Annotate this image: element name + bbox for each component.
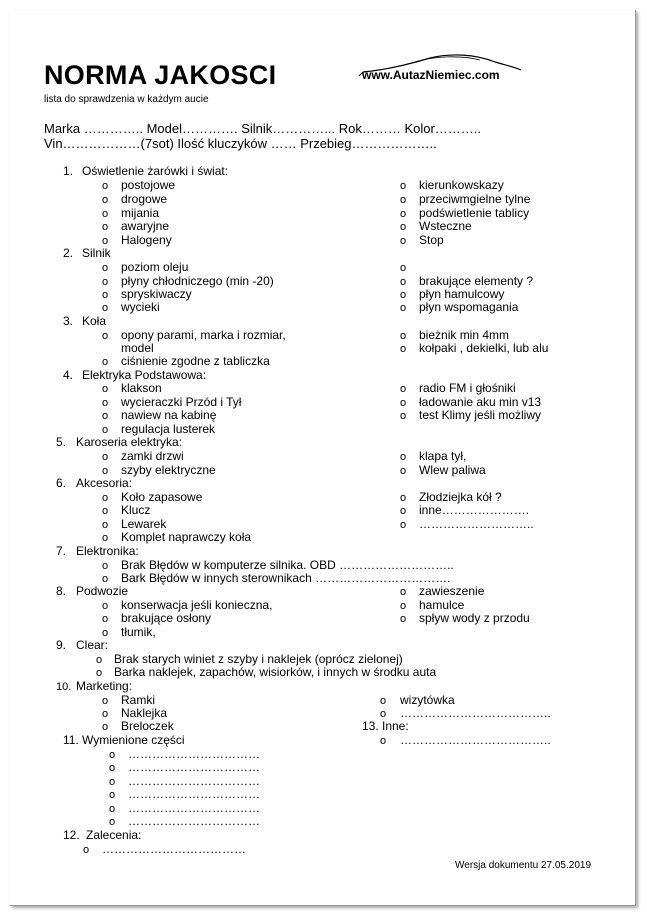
bullet: o xyxy=(102,235,109,247)
bullet: o xyxy=(102,424,109,436)
list-item: Ramki xyxy=(121,693,156,707)
list-item: Bark Błędów w innych sterownikach ……………………………. xyxy=(121,571,451,585)
list-item: płyn hamulcowy xyxy=(419,287,505,301)
bullet: o xyxy=(102,613,109,625)
bullet: o xyxy=(400,302,407,314)
list-item: Komplet naprawczy koła xyxy=(121,530,252,544)
bullet: o xyxy=(102,695,109,707)
bullet: o xyxy=(102,289,109,301)
section-7-number: 7. xyxy=(56,544,67,558)
bullet: o xyxy=(400,262,407,274)
list-item: płyny chłodniczego (min -20) xyxy=(121,274,274,288)
list-item: zawieszenie xyxy=(419,584,485,598)
list-item: tłumik, xyxy=(121,625,156,639)
section-8-number: 8. xyxy=(56,584,67,598)
list-item: …………………………… xyxy=(128,774,260,788)
list-item: awaryjne xyxy=(121,219,170,233)
list-item: kołpaki , dekielki, lub alu xyxy=(419,341,549,355)
bullet: o xyxy=(102,532,109,544)
bullet: o xyxy=(400,276,407,288)
list-item: podświetlenie tablicy xyxy=(419,206,530,220)
list-item: ……………………………… xyxy=(102,842,246,856)
section-9-title: Clear: xyxy=(76,638,109,652)
bullet: o xyxy=(102,397,109,409)
bullet: o xyxy=(83,844,90,856)
section-12-number: 12. xyxy=(63,828,80,842)
bullet: o xyxy=(400,289,407,301)
section-7-title: Elektronika: xyxy=(76,544,139,558)
bullet: o xyxy=(109,762,116,774)
list-item: Halogeny xyxy=(121,233,172,247)
bullet: o xyxy=(102,330,109,342)
list-item-continuation: model xyxy=(121,341,154,355)
bullet: o xyxy=(102,383,109,395)
list-item: Złodziejka kół ? xyxy=(419,490,502,504)
bullet: o xyxy=(102,573,109,585)
list-item: inne…………………. xyxy=(419,503,530,517)
section-3-title: Koła xyxy=(82,314,107,328)
list-item: …………………………… xyxy=(128,814,260,828)
vehicle-fields-line-1: Marka ………….. Model…………. Silnik…………... Rok……… Kolor……….. xyxy=(44,121,482,136)
bullet: o xyxy=(102,505,109,517)
list-item: przeciwmgielne tylne xyxy=(419,192,531,206)
list-item: ciśnienie zgodne z tabliczka xyxy=(121,354,270,368)
bullet: o xyxy=(380,708,387,720)
bullet: o xyxy=(109,816,116,828)
list-item: ……………………….. xyxy=(419,517,534,531)
bullet: o xyxy=(400,613,407,625)
section-10-number: 10. xyxy=(56,681,72,693)
list-item: klakson xyxy=(121,381,162,395)
bullet: o xyxy=(102,451,109,463)
list-item: Stop xyxy=(419,233,444,247)
list-item: zamki drzwi xyxy=(121,449,184,463)
bullet: o xyxy=(102,221,109,233)
list-item: mijania xyxy=(121,206,160,220)
section-1-title: Oświetlenie żarówki i świat: xyxy=(82,164,229,178)
list-item: Koło zapasowe xyxy=(121,490,203,504)
bullet: o xyxy=(400,180,407,192)
list-item: kierunkowskazy xyxy=(419,178,504,192)
bullet: o xyxy=(102,519,109,531)
bullet: o xyxy=(102,356,109,368)
section-1-number: 1. xyxy=(63,164,74,178)
bullet: o xyxy=(109,749,116,761)
list-item: Brak Błędów w komputerze silnika. OBD ……………………….. xyxy=(121,558,454,572)
section-2-number: 2. xyxy=(63,246,74,260)
list-item: bieżnik min 4mm xyxy=(419,328,510,342)
list-item: …………………………… xyxy=(128,801,260,815)
bullet: o xyxy=(380,695,387,707)
bullet: o xyxy=(96,667,103,679)
document-title: NORMA JAKOSCI xyxy=(44,60,277,90)
list-item: klapa tył, xyxy=(419,449,467,463)
document-version: Wersja dokumentu 27.05.2019 xyxy=(455,860,592,871)
section-5-number: 5. xyxy=(56,435,67,449)
section-8-title: Podwozie xyxy=(76,584,129,598)
bullet: o xyxy=(400,343,407,355)
section-11-title: Wymienione części xyxy=(82,733,185,747)
bullet: o xyxy=(102,721,109,733)
section-4-title: Elektryka Podstawowa: xyxy=(82,368,207,382)
list-item: ……………………………….. xyxy=(400,706,551,720)
document-subtitle: lista do sprawdzenia w każdym aucie xyxy=(44,94,209,105)
bullet: o xyxy=(102,410,109,422)
bullet: o xyxy=(102,560,109,572)
bullet: o xyxy=(102,302,109,314)
bullet: o xyxy=(102,262,109,274)
bullet: o xyxy=(102,180,109,192)
vehicle-fields-line-2: Vin………………(7sot) Ilość kluczyków …… Przebieg……………….. xyxy=(44,136,437,151)
bullet: o xyxy=(102,600,109,612)
list-item: radio FM i głośniki xyxy=(419,381,516,395)
list-item: drogowe xyxy=(121,192,168,206)
bullet: o xyxy=(400,519,407,531)
bullet: o xyxy=(400,194,407,206)
bullet: o xyxy=(400,451,407,463)
section-9-number: 9. xyxy=(56,638,67,652)
list-item: …………………………… xyxy=(128,747,260,761)
list-item: Klucz xyxy=(121,503,151,517)
bullet: o xyxy=(400,586,407,598)
list-item: Wsteczne xyxy=(419,219,472,233)
bullet: o xyxy=(109,803,116,815)
bullet: o xyxy=(400,208,407,220)
list-item: Brak starych winiet z szyby i naklejek (oprócz zielonej) xyxy=(114,652,403,666)
list-item: Wlew paliwa xyxy=(419,463,486,477)
list-item: wizytówka xyxy=(400,693,455,707)
section-13-number: 13. xyxy=(362,719,379,733)
section-2-title: Silnik xyxy=(82,246,111,260)
list-item: hamulce xyxy=(419,598,465,612)
bullet: o xyxy=(102,194,109,206)
list-item: płyn wspomagania xyxy=(419,300,519,314)
list-item: …………………………… xyxy=(128,787,260,801)
bullet: o xyxy=(96,654,103,666)
bullet: o xyxy=(102,208,109,220)
section-5-title: Karoseria elektryka: xyxy=(76,435,183,449)
section-11-number: 11. xyxy=(63,733,79,747)
list-item: …………………………… xyxy=(128,760,260,774)
list-item: konserwacja jeśli konieczna, xyxy=(121,598,273,612)
bullet: o xyxy=(102,276,109,288)
bullet: o xyxy=(400,465,407,477)
section-13-title: Inne: xyxy=(382,719,409,733)
bullet: o xyxy=(400,330,407,342)
bullet: o xyxy=(400,235,407,247)
section-12-title: Zalecenia: xyxy=(86,828,142,842)
bullet: o xyxy=(109,789,116,801)
bullet: o xyxy=(400,410,407,422)
list-item: opony parami, marka i rozmiar, xyxy=(121,328,286,342)
list-item: postojowe xyxy=(121,178,176,192)
section-6-number: 6. xyxy=(56,476,67,490)
section-10-title: Marketing: xyxy=(76,679,133,693)
bullet: o xyxy=(102,492,109,504)
list-item: szyby elektryczne xyxy=(121,463,216,477)
list-item: wycieki xyxy=(121,300,160,314)
bullet: o xyxy=(400,397,407,409)
list-item: test Klimy jeśli możliwy xyxy=(419,408,542,422)
list-item: ładowanie aku min v13 xyxy=(419,395,542,409)
list-item: Barka naklejek, zapachów, wisiorków, i innych w środku auta xyxy=(114,665,437,679)
list-item: Naklejka xyxy=(121,706,168,720)
bullet: o xyxy=(102,708,109,720)
list-item: nawiew na kabinę xyxy=(121,408,217,422)
section-6-title: Akcesoria: xyxy=(76,476,133,490)
logo-text: www.AutazNiemiec.com xyxy=(362,68,500,82)
bullet: o xyxy=(400,383,407,395)
list-item: wycieraczki Przód i Tył xyxy=(121,395,242,409)
list-item: spływ wody z przodu xyxy=(419,611,530,625)
bullet: o xyxy=(102,627,109,639)
list-item: ……………………………….. xyxy=(400,733,551,747)
list-item: spryskiwaczy xyxy=(121,287,192,301)
list-item: Lewarek xyxy=(121,517,167,531)
list-item: regulacja lusterek xyxy=(121,422,216,436)
list-item: brakujące elementy ? xyxy=(419,274,534,288)
section-3-number: 3. xyxy=(63,314,74,328)
bullet: o xyxy=(400,492,407,504)
bullet: o xyxy=(400,600,407,612)
bullet: o xyxy=(380,735,387,747)
list-item: Breloczek xyxy=(121,719,174,733)
bullet: o xyxy=(102,465,109,477)
list-item: poziom oleju xyxy=(121,260,189,274)
list-item: brakujące osłony xyxy=(121,611,212,625)
bullet: o xyxy=(400,221,407,233)
document-page xyxy=(10,10,636,906)
section-4-number: 4. xyxy=(63,368,74,382)
bullet: o xyxy=(400,505,407,517)
bullet: o xyxy=(109,776,116,788)
